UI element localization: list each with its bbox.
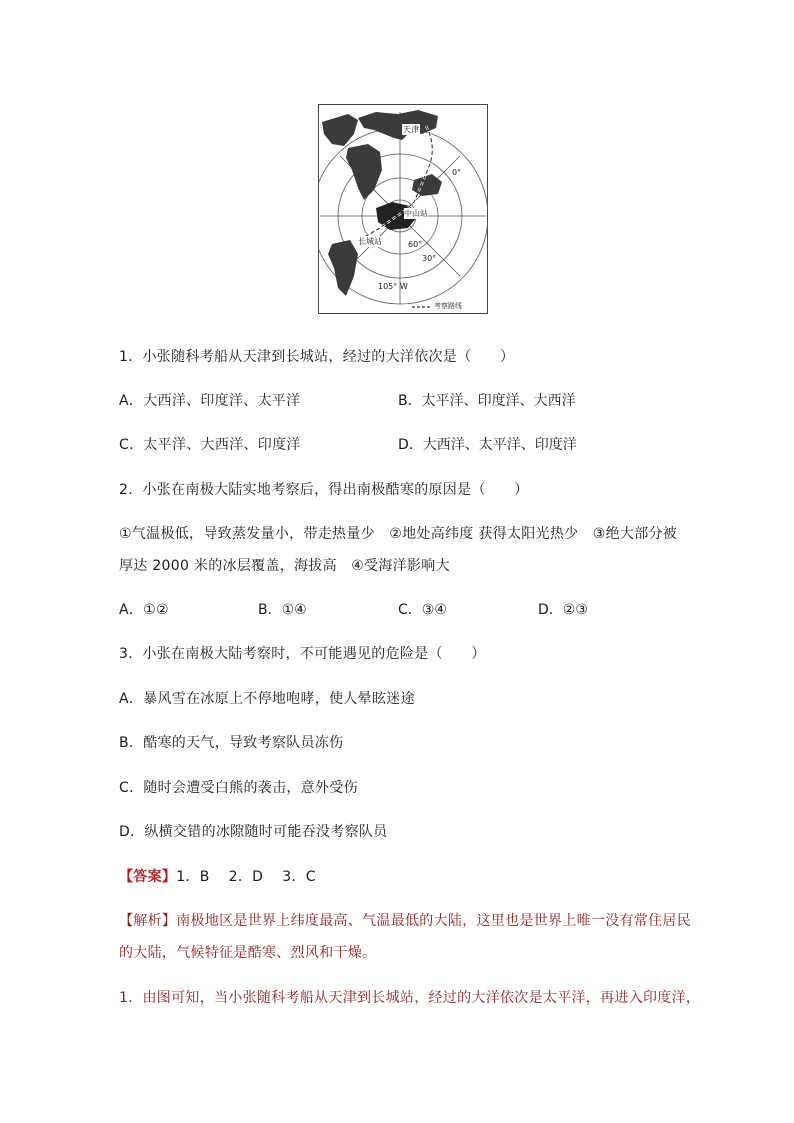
q3-option-b: B．酷寒的天气，导致考察队员冻伤 [119,735,344,751]
q2-items-line1: ①气温极低，导致蒸发量小，带走热量少 ②地处高纬度 获得太阳光热少 ③绝大部分被 [119,526,678,542]
answer-tag: 【答案】 [119,869,177,885]
analysis-line1: 【解析】南极地区是世界上纬度最高、气温最低的大陆，这里也是世界上唯一没有常住居民 [119,913,691,929]
q1-option-a: A．大西洋、印度洋、太平洋 [119,393,301,409]
label-changcheng-station: 长城站 [358,237,382,246]
analysis-line3: 1．由图可知，当小张随科考船从天津到长城站，经过的大洋依次是太平洋，再进入印度洋， [119,990,701,1006]
label-lat-30: 30° [422,254,437,263]
q1-option-d: D．大西洋、太平洋、印度洋 [398,437,577,453]
q1-option-c: C．太平洋、大西洋、印度洋 [119,437,301,453]
q2-stem: 2．小张在南极大陆实地考察后，得出南极酷寒的原因是（ ） [119,482,529,498]
q1-stem: 1．小张随科考船从天津到长城站，经过的大洋依次是（ ） [119,349,515,365]
answer-line [119,866,316,886]
antarctic-route-map [318,104,488,314]
label-zero-meridian: 0° [452,168,462,177]
q2-option-b: B．①④ [258,602,307,618]
q3-option-c: C．随时会遭受白熊的袭击，意外受伤 [119,780,358,796]
label-lon-105w: 105° W [378,282,408,291]
analysis-line2: 的大陆，气候特征是酷寒、烈风和干燥。 [119,945,377,961]
q3-option-d: D．纵横交错的冰隙随时可能吞没考察队员 [119,824,388,840]
q1-option-b: B．太平洋、印度洋、大西洋 [398,393,576,409]
q2-option-d: D．②③ [538,602,588,618]
q3-stem: 3．小张在南极大陆考察时，不可能遇见的危险是（ ） [119,646,486,662]
label-zhongshan-station: 中山站 [404,209,428,218]
answer-text: 1．B 2．D 3．C [176,869,316,885]
label-legend-route: 考察路线 [434,302,462,310]
label-tianjin: 天津 [403,125,419,134]
q2-option-c: C．③④ [398,602,447,618]
q2-option-a: A．①② [119,602,169,618]
q2-items-line2: 厚达 2000 米的冰层覆盖，海拔高 ④受海洋影响大 [119,558,450,574]
q3-option-a: A．暴风雪在冰原上不停地咆哮，使人晕眩迷途 [119,691,415,707]
label-lat-60: 60° [408,240,423,249]
